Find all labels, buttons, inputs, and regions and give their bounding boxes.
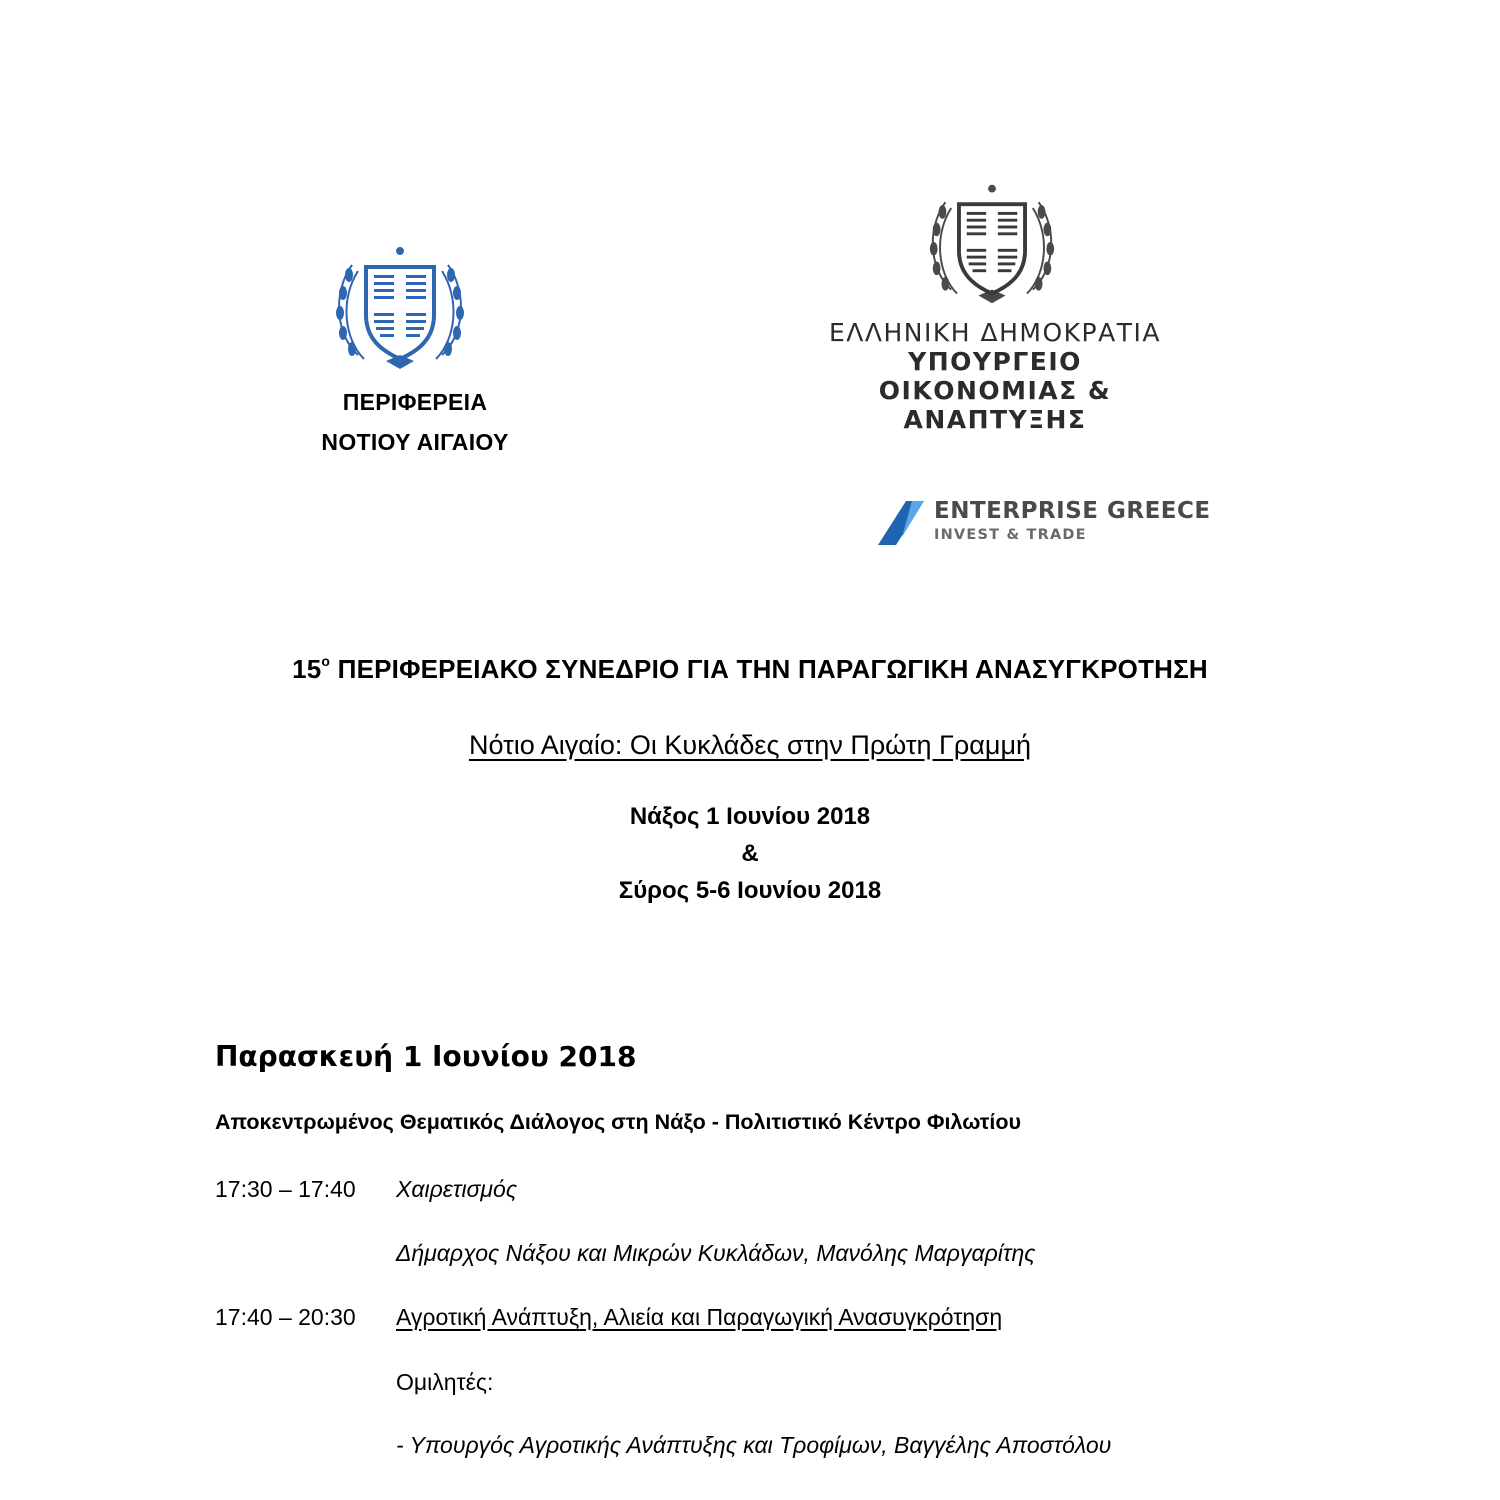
ministry-line-republic: ΕΛΛΗΝΙΚΗ ΔΗΜΟΚΡΑΤΙΑ	[829, 318, 1161, 347]
region-name-line: ΠΕΡΙΦΕΡΕΙΑ	[342, 389, 488, 415]
enterprise-greece-text	[934, 498, 1211, 546]
time-slot	[215, 1238, 396, 1268]
time-slot: 17:40 – 20:30	[215, 1304, 356, 1330]
region-emblem	[330, 243, 470, 373]
session-title: Αγροτική Ανάπτυξη, Αλιεία και Παραγωγική Ανασυγκρότηση	[396, 1304, 1003, 1330]
ministry-line-ministry: ΥΠΟΥΡΓΕΙΟ	[908, 347, 1082, 376]
enterprise-greece-logo	[876, 497, 1211, 547]
blue-slash-icon	[876, 497, 926, 547]
time-slot	[215, 1367, 396, 1397]
ordinal-superscript: ο	[321, 653, 331, 670]
speaker-line: - Υπουργός Αγροτικής Ανάπτυξης και Τροφίμων, Βαγγέλης Αποστόλου	[396, 1432, 1112, 1458]
conference-subtitle: Νότιο Αιγαίο: Οι Κυκλάδες στην Πρώτη Γραμμή	[468, 730, 1032, 760]
time-slot: 17:30 – 17:40	[215, 1176, 356, 1202]
date-naxos: Νάξος 1 Ιουνίου 2018	[629, 803, 871, 830]
speaker-line: Δήμαρχος Νάξου και Μικρών Κυκλάδων, Μανόλης Μαργαρίτης	[396, 1240, 1036, 1266]
enterprise-greece-name: ENTERPRISE GREECE	[934, 498, 1211, 524]
enterprise-greece-tagline: INVEST & TRADE	[934, 527, 1087, 543]
ministry-emblem	[924, 180, 1060, 308]
conference-number: 15	[292, 654, 322, 684]
date-syros: Σύρος 5-6 Ιουνίου 2018	[618, 877, 882, 904]
schedule-row	[215, 1430, 1111, 1460]
region-name	[250, 382, 580, 462]
greek-coat-of-arms-icon	[924, 180, 1060, 308]
venue-line: Αποκεντρωμένος Θεματικός Διάλογος στη Νάξο - Πολιτιστικό Κέντρο Φιλωτίου	[215, 1110, 1021, 1134]
conference-title-text: ΠΕΡΙΦΕΡΕΙΑΚΟ ΣΥΝΕΔΡΙΟ ΓΙΑ ΤΗΝ ΠΑΡΑΓΩΓΙΚΗ ΑΝΑΣΥΓΚΡΟΤΗΣΗ	[330, 654, 1208, 684]
time-slot	[215, 1430, 396, 1460]
region-name-line: ΝΟΤΙΟΥ ΑΙΓΑΙΟΥ	[321, 429, 509, 455]
session-title: Χαιρετισμός	[396, 1176, 518, 1202]
schedule-row	[215, 1174, 517, 1204]
conference-title	[0, 654, 1500, 685]
schedule-row	[215, 1302, 1002, 1332]
ministry-line-economy: ΟΙΚΟΝΟΜΙΑΣ & ΑΝΑΠΤΥΞΗΣ	[878, 376, 1112, 434]
conference-dates	[0, 798, 1500, 909]
speakers-label: Ομιλητές:	[396, 1369, 494, 1395]
date-ampersand: &	[741, 840, 759, 867]
greek-coat-of-arms-icon	[330, 243, 470, 373]
schedule-row	[215, 1367, 493, 1397]
day-heading: Παρασκευή 1 Ιουνίου 2018	[215, 1040, 637, 1073]
schedule-row	[215, 1238, 1035, 1268]
ministry-name	[790, 318, 1200, 434]
